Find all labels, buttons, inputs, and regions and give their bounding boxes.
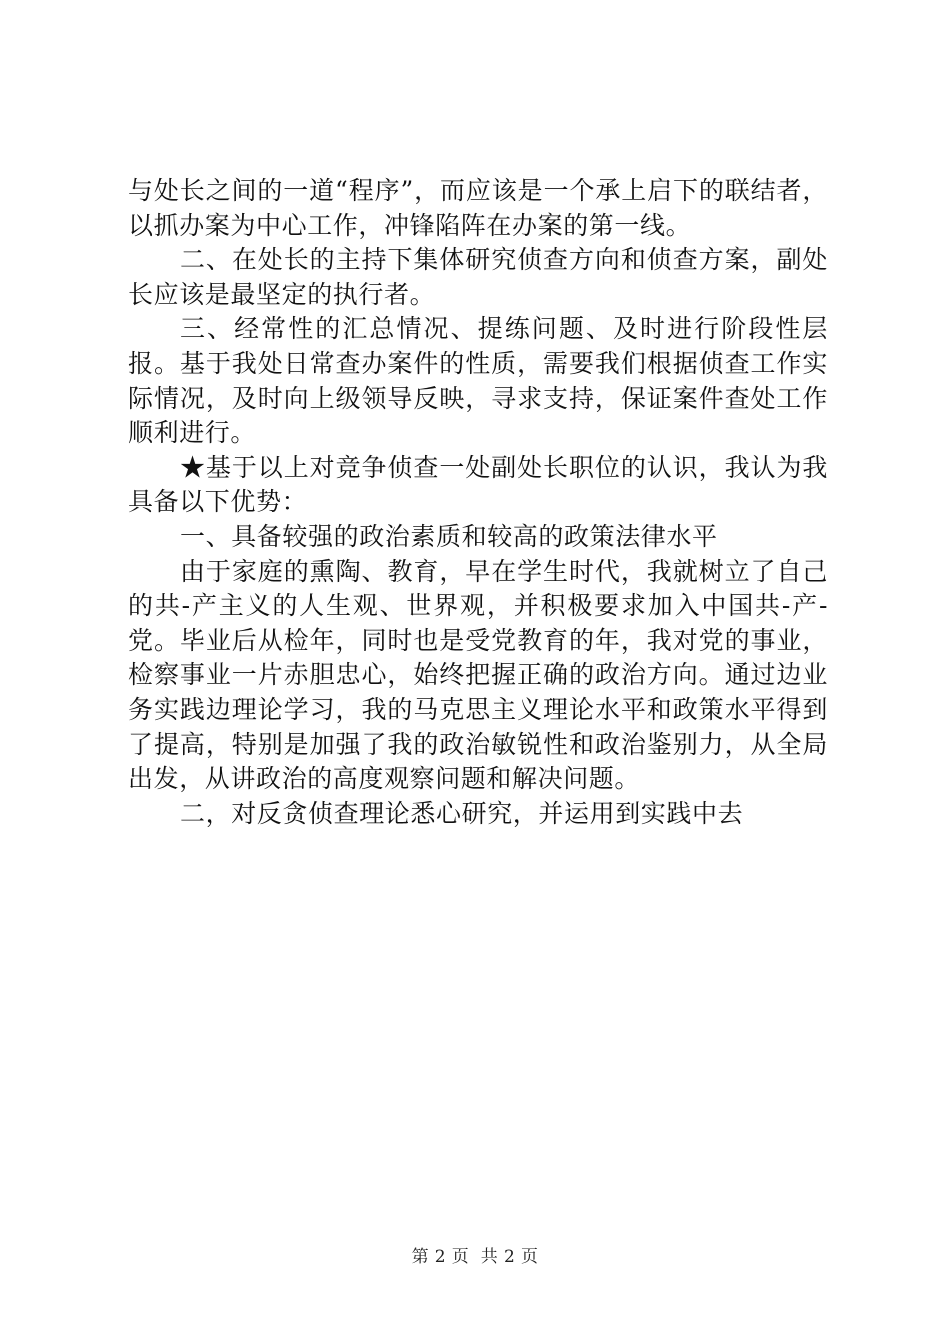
document-body xyxy=(128,174,828,831)
paragraph-3: 三、经常性的汇总情况、提练问题、及时进行阶段性层报。基于我处日常查办案件的性质，需要我们根据侦查工作实际情况，及时向上级领导反映，寻求支持，保证案件查处工作顺利进行。 xyxy=(128,314,828,448)
paragraph-6: 由于家庭的熏陶、教育，早在学生时代，我就树立了自己的共-产主义的人生观、世界观，并积极要求加入中国共-产-党。毕业后从检年，同时也是受党教育的年，我对党的事业，检察事业一片赤胆忠心，始终把握正确的政治方向。通过边业务实践边理论学习，我的马克思主义理论水平和政策水平得到了提高，特别是加强了我的政治敏锐性和政治鉴别力，从全局出发，从讲政治的高度观察问题和解决问题。 xyxy=(128,556,828,794)
page-footer xyxy=(0,1242,950,1267)
page-number-label: 第 2 页 共 2 页 xyxy=(411,1247,539,1267)
paragraph-5: 一、具备较强的政治素质和较高的政策法律水平 xyxy=(180,521,718,551)
paragraph-7: 二，对反贪侦查理论悉心研究，并运用到实践中去 xyxy=(180,798,744,828)
paragraph-1: 与处长之间的一道“程序”，而应该是一个承上启下的联结者，以抓办案为中心工作，冲锋陷阵在办案的第一线。 xyxy=(128,176,828,240)
paragraph-4: ★基于以上对竞争侦查一处副处长职位的认识，我认为我具备以下优势： xyxy=(128,452,828,517)
paragraph-2: 二、在处长的主持下集体研究侦查方向和侦查方案，副处长应该是最坚定的执行者。 xyxy=(128,245,828,309)
